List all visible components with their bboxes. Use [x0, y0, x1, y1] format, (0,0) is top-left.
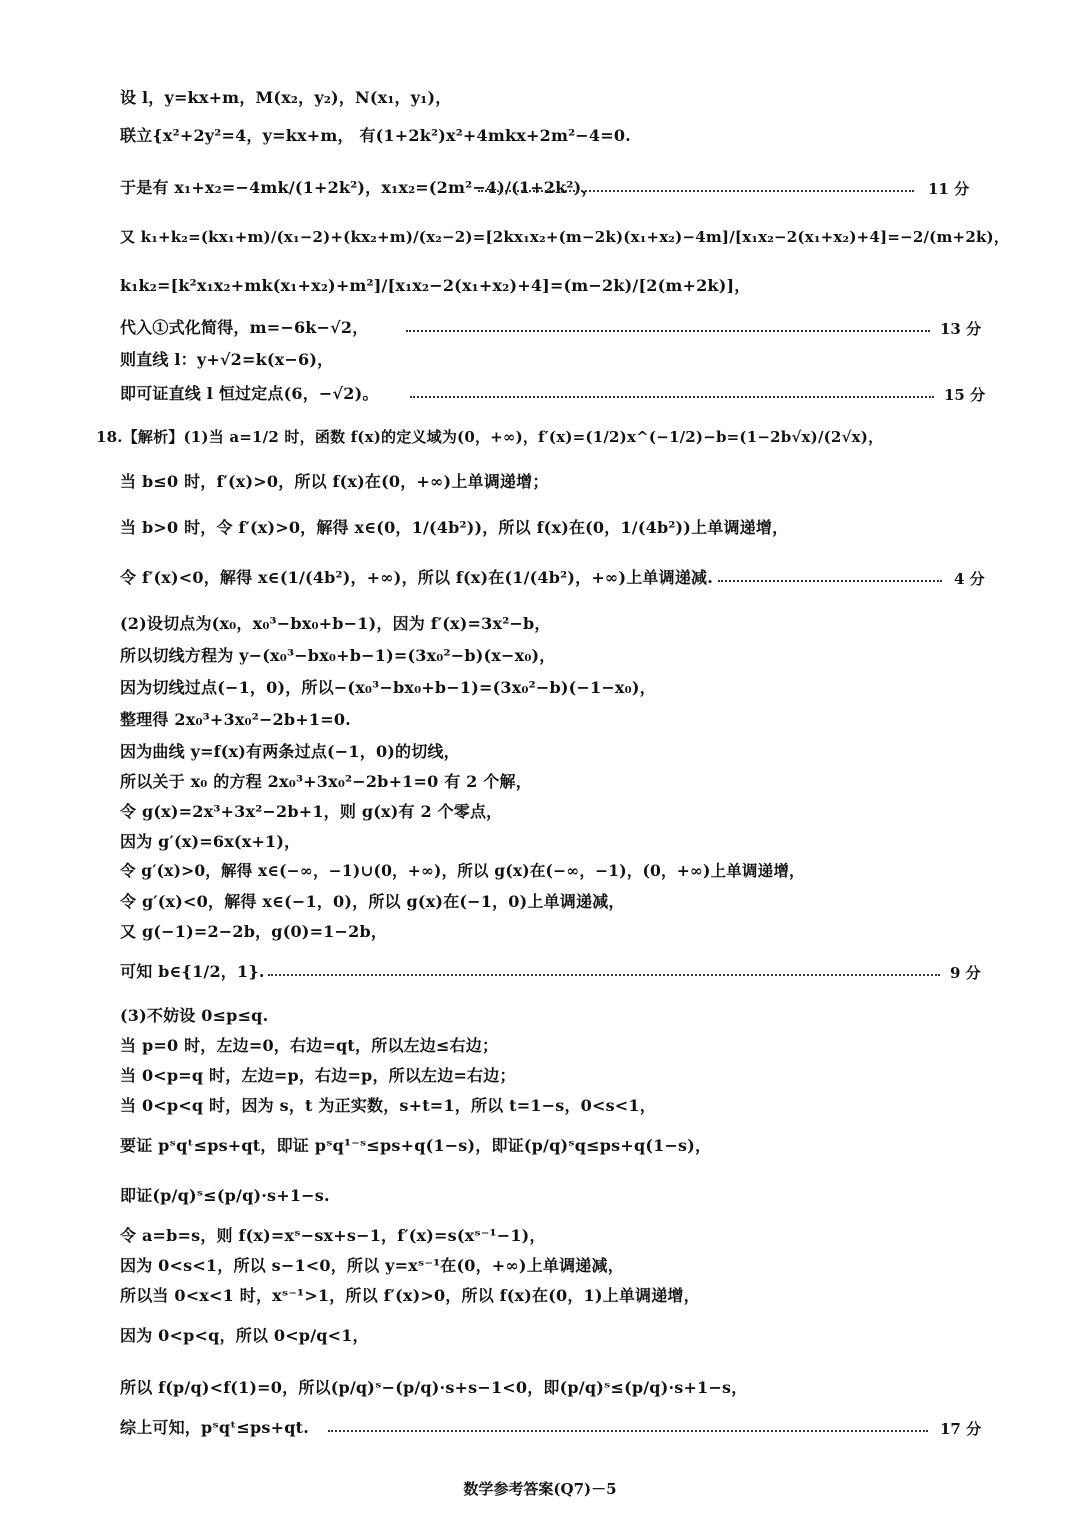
q18-line-22: 即证(p/q)ˢ≤(p/q)·s+1−s.	[120, 1186, 330, 1205]
q18-line-4: 令 f′(x)<0，解得 x∈(1/(4b²)，+∞)，所以 f(x)在(1/(4b²)，+∞)上单调递减.	[120, 568, 713, 587]
q17-line-1: 设 l，y=kx+m，M(x₂，y₂)，N(x₁，y₁)，	[120, 88, 452, 107]
q18-line-23: 令 a=b=s，则 f(x)=xˢ−sx+s−1，f′(x)=s(xˢ⁻¹−1)，	[120, 1226, 546, 1245]
q18-line-28: 综上可知，pˢqᵗ≤ps+qt.	[120, 1418, 309, 1437]
q17-line-5: k₁k₂=[k²x₁x₂+mk(x₁+x₂)+m²]/[x₁x₂−2(x₁+x₂)+4]=(m−2k)/[2(m+2k)]，	[120, 276, 751, 295]
q18-line-25: 所以当 0<x<1 时，xˢ⁻¹>1，所以 f′(x)>0，所以 f(x)在(0，1)上单调递增，	[120, 1286, 700, 1305]
q18-line-21: 要证 pˢqᵗ≤ps+qt，即证 pˢq¹⁻ˢ≤ps+q(1−s)，即证(p/q)ˢq≤ps+q(1−s)，	[120, 1136, 712, 1155]
score-leader-dots	[410, 396, 934, 398]
q17-line-6: 代入①式化简得，m=−6k−√2，	[120, 318, 369, 337]
q17-line-4: 又 k₁+k₂=(kx₁+m)/(x₁−2)+(kx₂+m)/(x₂−2)=[2kx₁x₂+(m−2k)(x₁+x₂)−4m]/[x₁x₂−2(x₁+x₂)+4]=−2/(m+2k)，	[120, 228, 1010, 246]
score-leader-dots	[478, 190, 914, 192]
q18-line-13: 令 g′(x)>0，解得 x∈(−∞，−1)∪(0，+∞)，所以 g(x)在(−∞，−1)，(0，+∞)上单调递增，	[120, 861, 805, 880]
q18-line-14: 令 g′(x)<0，解得 x∈(−1，0)，所以 g(x)在(−1，0)上单调递减，	[120, 892, 625, 911]
score-leader-dots	[406, 330, 930, 332]
q18-line-6: 所以切线方程为 y−(x₀³−bx₀+b−1)=(3x₀²−b)(x−x₀)，	[120, 646, 556, 665]
q17-line-2: 联立{x²+2y²=4，y=kx+m， 有(1+2k²)x²+4mkx+2m²−4=0.	[120, 126, 631, 145]
q17-line-8: 即可证直线 l 恒过定点(6，−√2)。	[120, 384, 379, 403]
score-leader-dots	[718, 580, 942, 582]
q17-line-7: 则直线 l：y+√2=k(x−6)，	[120, 350, 334, 369]
score-q17-15: 15 分	[944, 386, 986, 404]
q18-line-10: 所以关于 x₀ 的方程 2x₀³+3x₀²−2b+1=0 有 2 个解，	[120, 772, 532, 791]
q18-line-2: 当 b≤0 时，f′(x)>0，所以 f(x)在(0，+∞)上单调递增；	[120, 472, 549, 491]
q18-line-15: 又 g(−1)=2−2b，g(0)=1−2b，	[120, 922, 388, 941]
q18-line-7: 因为切线过点(−1，0)，所以−(x₀³−bx₀+b−1)=(3x₀²−b)(−1−x₀)，	[120, 678, 656, 697]
q18-line-5: (2)设切点为(x₀，x₀³−bx₀+b−1)，因为 f′(x)=3x²−b，	[120, 614, 551, 633]
score-q17-13: 13 分	[940, 320, 982, 338]
score-q18-4: 4 分	[954, 570, 985, 588]
q18-line-17: (3)不妨设 0≤p≤q.	[120, 1006, 269, 1025]
page-footer: 数学参考答案(Q7)－5	[463, 1480, 617, 1498]
score-q18-9: 9 分	[950, 964, 981, 982]
score-leader-dots	[328, 1430, 928, 1432]
q18-line-26: 因为 0<p<q，所以 0<p/q<1，	[120, 1326, 369, 1345]
q18-line-12: 因为 g′(x)=6x(x+1)，	[120, 832, 301, 851]
q18-line-11: 令 g(x)=2x³+3x²−2b+1，则 g(x)有 2 个零点，	[120, 802, 503, 821]
q18-line-19: 当 0<p=q 时，左边=p，右边=p，所以左边=右边；	[120, 1066, 516, 1085]
score-q18-17: 17 分	[940, 1420, 982, 1438]
q18-line-24: 因为 0<s<1，所以 s−1<0，所以 y=xˢ⁻¹在(0，+∞)上单调递减，	[120, 1256, 624, 1275]
q17-line-3: 于是有 x₁+x₂=−4mk/(1+2k²)，x₁x₂=(2m²−4)/(1+2k²)，	[120, 178, 598, 197]
q18-line-27: 所以 f(p/q)<f(1)=0，所以(p/q)ˢ−(p/q)·s+s−1<0，即(p/q)ˢ≤(p/q)·s+1−s，	[120, 1378, 748, 1397]
q18-line-20: 当 0<p<q 时，因为 s，t 为正实数，s+t=1，所以 t=1−s，0<s<1，	[120, 1096, 656, 1115]
q18-line-18: 当 p=0 时，左边=0，右边=qt，所以左边≤右边；	[120, 1036, 499, 1055]
q18-line-1: 18.【解析】(1)当 a=1/2 时，函数 f(x)的定义域为(0，+∞)，f′(x)=(1/2)x^(−1/2)−b=(1−2b√x)/(2√x)，	[96, 428, 884, 446]
q18-line-9: 因为曲线 y=f(x)有两条过点(−1，0)的切线，	[120, 742, 460, 761]
score-leader-dots	[268, 974, 940, 976]
q18-line-3: 当 b>0 时，令 f′(x)>0，解得 x∈(0，1/(4b²))，所以 f(x)在(0，1/(4b²))上单调递增，	[120, 518, 789, 537]
score-q17-11: 11 分	[928, 180, 970, 198]
q18-line-16: 可知 b∈{1/2，1}.	[120, 962, 265, 981]
q18-line-8: 整理得 2x₀³+3x₀²−2b+1=0.	[120, 710, 351, 729]
